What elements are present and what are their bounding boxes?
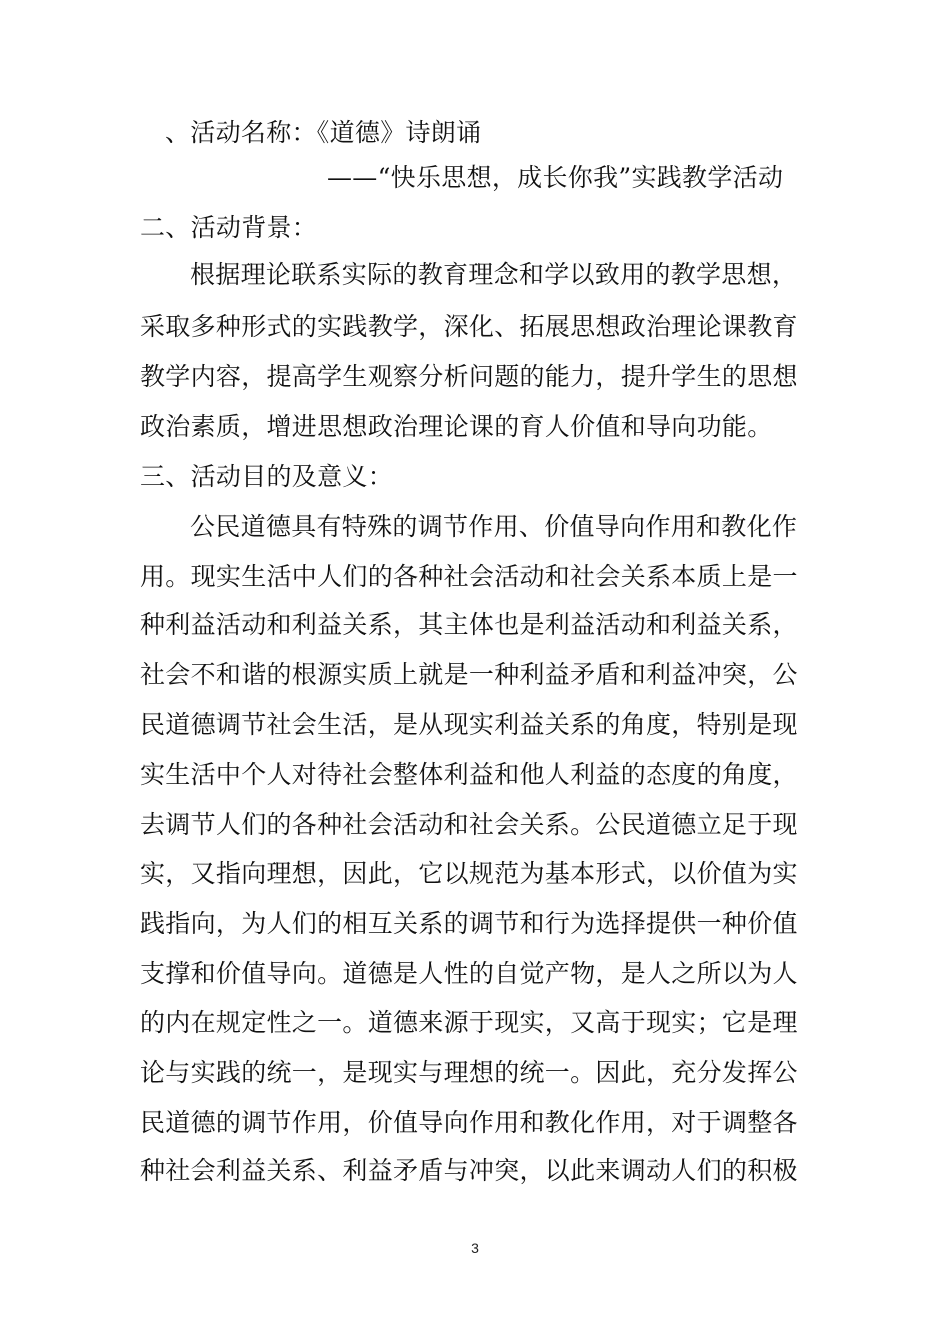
activity-subtitle: ——“快乐思想，成长你我”实践教学活动 bbox=[327, 163, 784, 192]
section-heading-background: 二、活动背景： bbox=[140, 213, 318, 242]
paragraph-line: 用。现实生活中人们的各种社会活动和社会关系本质上是一 bbox=[140, 562, 798, 591]
paragraph-line: 根据理论联系实际的教育理念和学以致用的教学思想， bbox=[190, 260, 798, 289]
paragraph-line: 公民道德具有特殊的调节作用、价值导向作用和教化作 bbox=[190, 512, 798, 541]
paragraph-line: 实生活中个人对待社会整体利益和他人利益的态度的角度， bbox=[140, 760, 798, 789]
paragraph-line: 种利益活动和利益关系，其主体也是利益活动和利益关系， bbox=[140, 610, 798, 639]
paragraph-line: 论与实践的统一，是现实与理想的统一。因此，充分发挥公 bbox=[140, 1058, 798, 1087]
activity-title: 、活动名称：《道德》诗朗诵 bbox=[165, 118, 482, 147]
paragraph-line: 支撑和价值导向。道德是人性的自觉产物，是人之所以为人 bbox=[140, 959, 798, 988]
paragraph-line: 去调节人们的各种社会活动和社会关系。公民道德立足于现 bbox=[140, 810, 798, 839]
paragraph-line: 践指向，为人们的相互关系的调节和行为选择提供一种价值 bbox=[140, 909, 798, 938]
paragraph-line: 的内在规定性之一。道德来源于现实，又高于现实；它是理 bbox=[140, 1008, 798, 1037]
paragraph-line: 民道德调节社会生活，是从现实利益关系的角度，特别是现 bbox=[140, 710, 798, 739]
paragraph-line: 采取多种形式的实践教学，深化、拓展思想政治理论课教育 bbox=[140, 312, 798, 341]
section-heading-purpose: 三、活动目的及意义： bbox=[140, 462, 394, 491]
paragraph-line: 实，又指向理想，因此，它以规范为基本形式，以价值为实 bbox=[140, 859, 798, 888]
paragraph-line: 民道德的调节作用，价值导向作用和教化作用，对于调整各 bbox=[140, 1108, 798, 1137]
paragraph-line: 教学内容，提高学生观察分析问题的能力，提升学生的思想 bbox=[140, 362, 798, 391]
page-number: 3 bbox=[471, 1240, 479, 1256]
paragraph-line: 政治素质，增进思想政治理论课的育人价值和导向功能。 bbox=[140, 412, 773, 441]
paragraph-line: 社会不和谐的根源实质上就是一种利益矛盾和利益冲突，公 bbox=[140, 660, 798, 689]
paragraph-line: 种社会利益关系、利益矛盾与冲突，以此来调动人们的积极 bbox=[140, 1156, 798, 1185]
